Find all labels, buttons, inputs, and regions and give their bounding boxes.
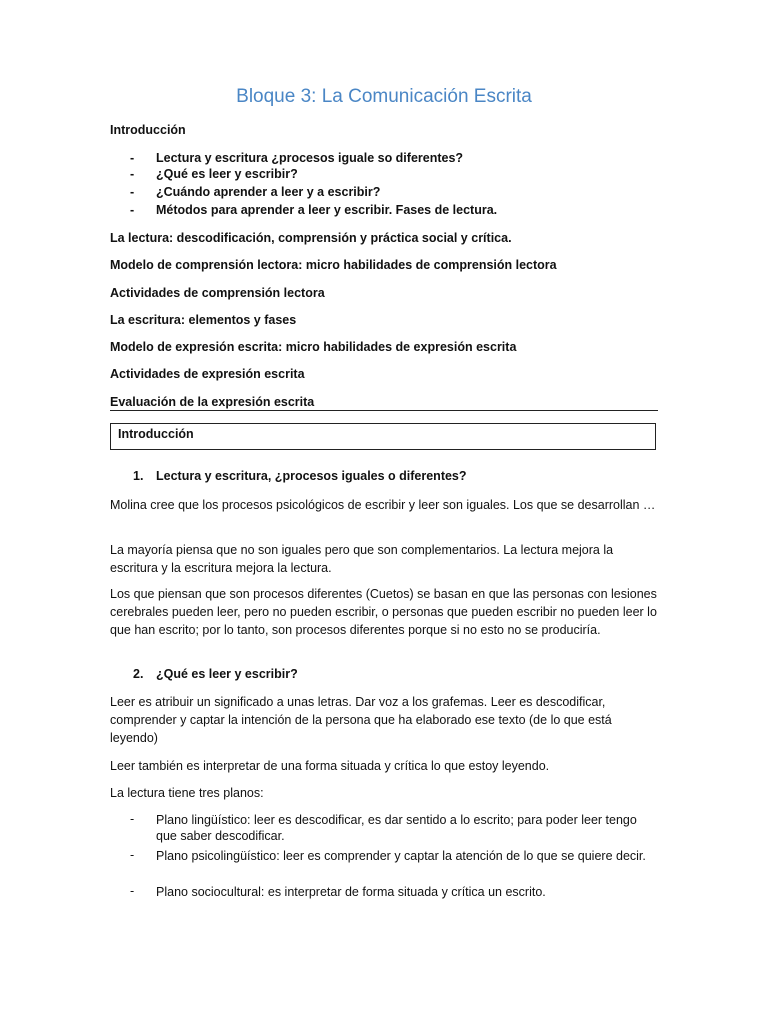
list-item: Plano psicolingüístico: leer es comprender y captar la atención de lo que se quiere decir. xyxy=(156,849,646,863)
toc-section: La escritura: elementos y fases xyxy=(110,313,297,327)
question-number: 2. xyxy=(133,667,144,681)
question-heading: Lectura y escritura, ¿procesos iguales o diferentes? xyxy=(156,469,467,483)
section-divider xyxy=(110,410,658,411)
paragraph: Leer es atribuir un significado a unas letras. Dar voz a los grafemas. Leer es descodificar, comprender y captar la intención de la persona que ha elaborado ese texto (de lo que está leyendo) xyxy=(110,695,612,745)
paragraph: Leer también es interpretar de una forma situada y crítica lo que estoy leyendo. xyxy=(110,759,550,773)
toc-intro-item: ¿Qué es leer y escribir? xyxy=(156,167,298,181)
toc-section: Modelo de comprensión lectora: micro habilidades de comprensión lectora xyxy=(110,258,557,272)
question-number: 1. xyxy=(133,469,144,483)
paragraph: La mayoría piensa que no son iguales pero que son complementarios. La lectura mejora la escritura y la escritura mejora la lectura. xyxy=(110,543,614,575)
list-item: Plano sociocultural: es interpretar de forma situada y crítica un escrito. xyxy=(156,885,546,899)
question-heading: ¿Qué es leer y escribir? xyxy=(156,667,298,681)
toc-intro-heading: Introducción xyxy=(110,123,186,137)
document-title: Bloque 3: La Comunicación Escrita xyxy=(236,86,532,107)
toc-section: Modelo de expresión escrita: micro habilidades de expresión escrita xyxy=(110,340,517,354)
toc-section: Actividades de expresión escrita xyxy=(110,367,305,381)
paragraph: Los que piensan que son procesos diferentes (Cuetos) se basan en que las personas con lesiones cerebrales pueden leer, pero no pueden escribir, o personas que pueden escribir no pueden leer lo que han escrito; por lo tanto, son procesos diferentes porque si no esto no se produciría. xyxy=(110,587,657,637)
list-item: Plano lingüístico: leer es descodificar, es dar sentido a lo escrito; para poder leer tengo que saber descodificar. xyxy=(156,813,637,843)
list-dash: - xyxy=(130,812,135,826)
toc-dash: - xyxy=(130,151,135,165)
list-dash: - xyxy=(130,848,135,862)
toc-section: La lectura: descodificación, comprensión y práctica social y crítica. xyxy=(110,231,512,245)
paragraph: La lectura tiene tres planos: xyxy=(110,786,264,800)
toc-intro-item: ¿Cuándo aprender a leer y a escribir? xyxy=(156,185,381,199)
toc-intro-item: Lectura y escritura ¿procesos iguale so diferentes? xyxy=(156,151,464,165)
paragraph: Molina cree que los procesos psicológicos de escribir y leer son iguales. Los que se desarrollan … xyxy=(110,498,656,512)
toc-section: Actividades de comprensión lectora xyxy=(110,286,325,300)
toc-section: Evaluación de la expresión escrita xyxy=(110,395,315,409)
toc-intro-item: Métodos para aprender a leer y escribir. Fases de lectura. xyxy=(156,203,498,217)
section-heading-box xyxy=(110,423,656,450)
toc-dash: - xyxy=(130,203,135,217)
toc-dash: - xyxy=(130,185,135,199)
section-heading: Introducción xyxy=(118,427,194,441)
toc-dash: - xyxy=(130,167,135,181)
list-dash: - xyxy=(130,884,135,898)
